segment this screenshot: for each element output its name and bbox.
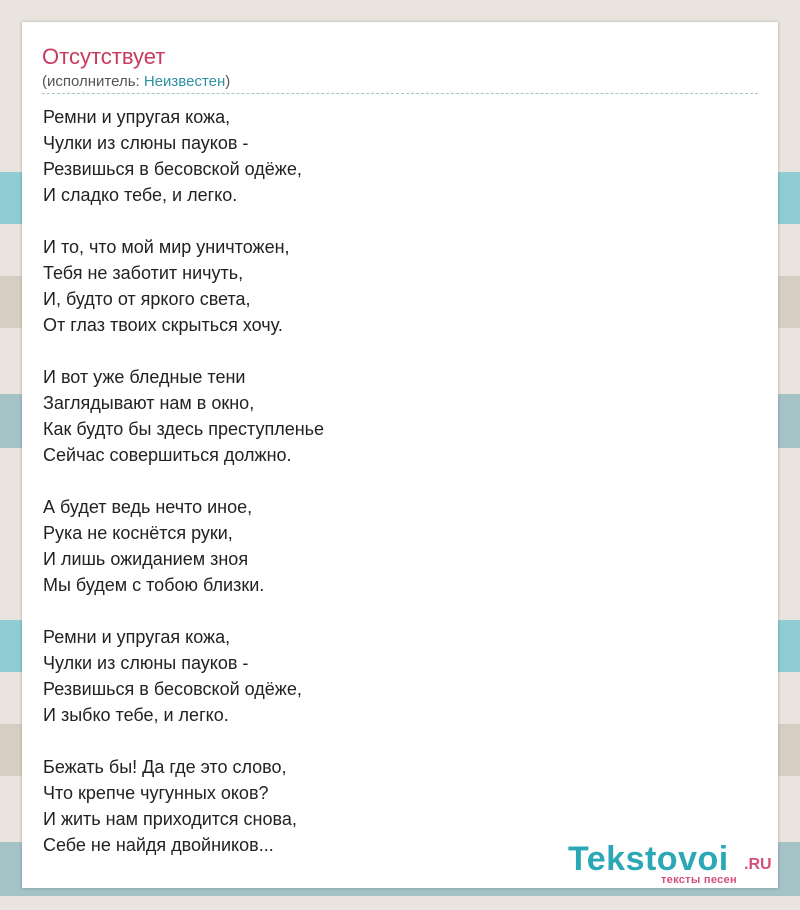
logo-name: Tekstovoi [568,840,729,878]
site-logo[interactable] [568,840,778,888]
song-title: Отсутствует [42,44,166,69]
lyric-line: И то, что мой мир уничтожен, [43,237,290,257]
lyric-line: Чулки из слюны пауков - [43,133,249,153]
lyric-line: А будет ведь нечто иное, [43,497,253,517]
lyrics-card [22,22,778,888]
lyrics-stanza [43,624,324,728]
lyric-line: Заглядывают нам в окно, [43,393,255,413]
lyric-line: И зыбко тебе, и легко. [43,705,229,725]
lyric-line: Мы будем с тобою близки. [43,575,265,595]
lyric-line: От глаз твоих скрыться хочу. [43,315,283,335]
lyrics-stanza [43,234,324,338]
artist-link[interactable]: Неизвестен [143,73,226,90]
lyric-line: Ремни и упругая кожа, [43,627,231,647]
lyric-line: Как будто бы здесь преступленье [43,419,325,439]
lyric-line: Бежать бы! Да где это слово, [43,757,287,777]
lyric-line: Рука не коснётся руки, [43,523,233,543]
lyrics-stanza [43,364,324,468]
lyric-line: Себе не найдя двойников... [43,835,274,855]
lyrics-stanza [43,494,324,598]
lyric-line: Резвишься в бесовской одёже, [43,159,302,179]
lyric-line: Резвишься в бесовской одёже, [43,679,302,699]
lyric-line: Чулки из слюны пауков - [43,653,249,673]
logo-tld: .RU [744,856,772,873]
logo-tagline: тексты песен [661,874,737,886]
lyrics-body [43,104,324,884]
lyrics-stanza [43,754,324,858]
lyric-line: И сладко тебе, и легко. [43,185,238,205]
lyric-line: И вот уже бледные тени [43,367,246,387]
artist-line [42,73,758,94]
lyric-line: Сейчас совершиться должно. [43,445,292,465]
lyric-line: Ремни и упругая кожа, [43,107,231,127]
artist-prefix: (исполнитель: [42,73,144,90]
lyric-line: И жить нам приходится снова, [43,809,297,829]
lyric-line: И лишь ожиданием зноя [43,549,249,569]
lyric-line: Что крепче чугунных оков? [43,783,269,803]
artist-suffix: ) [225,73,231,90]
lyric-line: И, будто от яркого света, [43,289,251,309]
lyrics-stanza [43,104,324,208]
lyric-line: Тебя не заботит ничуть, [43,263,244,283]
